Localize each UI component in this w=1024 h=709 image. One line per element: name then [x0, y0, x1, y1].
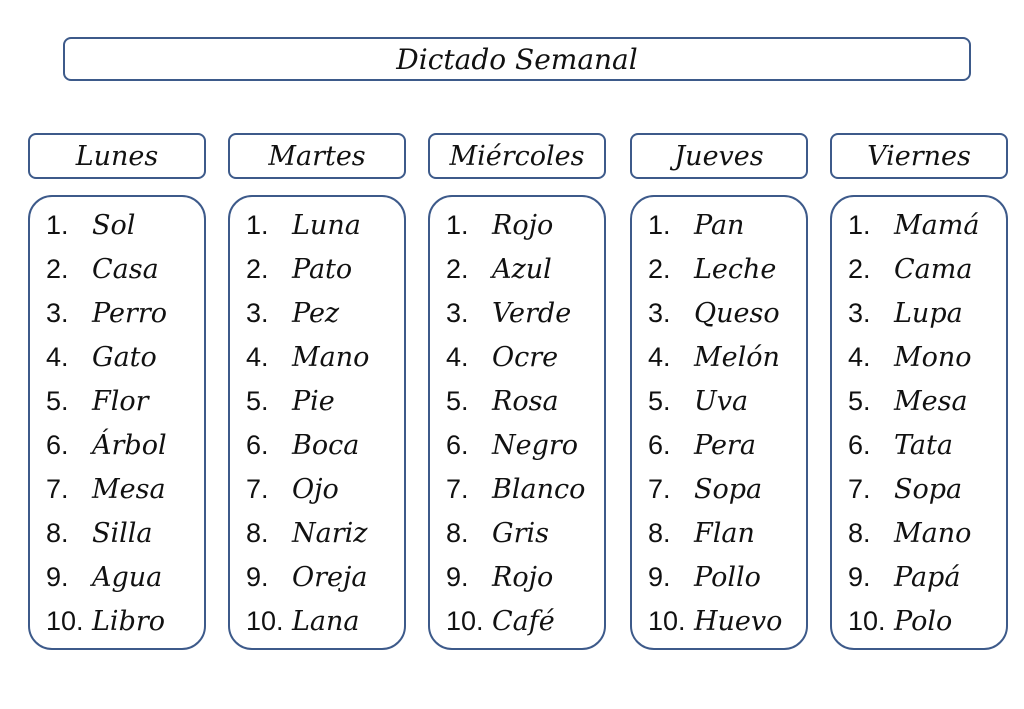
list-item	[446, 599, 604, 643]
dictation-word: Papá	[894, 561, 961, 593]
item-number: 5.	[246, 385, 269, 416]
item-number: 3.	[46, 297, 69, 328]
dictation-word: Ojo	[292, 473, 339, 505]
item-number: 7.	[246, 473, 269, 504]
list-item	[848, 379, 1006, 423]
dictation-word: Pan	[694, 209, 745, 241]
item-number: 1.	[246, 209, 269, 240]
day-column-3	[630, 133, 808, 637]
list-item	[46, 335, 204, 379]
list-item	[46, 511, 204, 555]
item-number: 9.	[848, 561, 871, 592]
item-number: 9.	[648, 561, 671, 592]
list-item	[848, 467, 1006, 511]
list-item	[446, 379, 604, 423]
dictation-word: Rojo	[492, 209, 554, 241]
dictation-word: Lana	[292, 605, 360, 637]
dictation-word: Gris	[492, 517, 549, 549]
dictation-word: Sopa	[694, 473, 763, 505]
item-number: 2.	[246, 253, 269, 284]
item-number: 3.	[648, 297, 671, 328]
list-item	[648, 423, 806, 467]
item-number: 4.	[246, 341, 269, 372]
item-number: 1.	[648, 209, 671, 240]
word-list-box	[228, 195, 406, 650]
list-item	[46, 423, 204, 467]
dictation-word: Huevo	[694, 605, 783, 637]
item-number: 9.	[46, 561, 69, 592]
item-number: 9.	[446, 561, 469, 592]
item-number: 9.	[246, 561, 269, 592]
list-item	[46, 291, 204, 335]
item-number: 3.	[446, 297, 469, 328]
word-list	[648, 203, 806, 643]
list-item	[648, 467, 806, 511]
dictation-word: Azul	[492, 253, 552, 285]
item-number: 5.	[648, 385, 671, 416]
list-item	[246, 467, 404, 511]
list-item	[246, 291, 404, 335]
day-header: Viernes	[830, 133, 1008, 179]
list-item	[648, 291, 806, 335]
dictation-word: Pera	[694, 429, 756, 461]
list-item	[46, 203, 204, 247]
list-item	[446, 291, 604, 335]
dictation-word: Ocre	[492, 341, 559, 373]
dictation-word: Mesa	[92, 473, 166, 505]
day-column-1	[228, 133, 406, 637]
dictation-word: Cama	[894, 253, 973, 285]
item-number: 5.	[46, 385, 69, 416]
dictation-word: Gato	[92, 341, 157, 373]
day-column-4	[830, 133, 1008, 637]
list-item	[648, 511, 806, 555]
dictation-word: Café	[492, 605, 555, 637]
dictation-word: Árbol	[92, 429, 167, 461]
dictation-word: Pato	[292, 253, 353, 285]
dictation-word: Mono	[894, 341, 972, 373]
list-item	[46, 555, 204, 599]
item-number: 6.	[648, 429, 671, 460]
item-number: 4.	[648, 341, 671, 372]
list-item	[46, 379, 204, 423]
list-item	[648, 599, 806, 643]
list-item	[648, 247, 806, 291]
list-item	[848, 599, 1006, 643]
item-number: 7.	[648, 473, 671, 504]
list-item	[848, 247, 1006, 291]
dictation-word: Mamá	[894, 209, 980, 241]
item-number: 2.	[848, 253, 871, 284]
dictation-word: Nariz	[292, 517, 368, 549]
item-number: 8.	[446, 517, 469, 548]
dictation-word: Queso	[694, 297, 780, 329]
list-item	[848, 555, 1006, 599]
dictation-word: Pie	[292, 385, 335, 417]
dictation-word: Verde	[492, 297, 572, 329]
dictation-word: Melón	[694, 341, 780, 373]
dictation-word: Perro	[92, 297, 168, 329]
item-number: 3.	[246, 297, 269, 328]
list-item	[848, 291, 1006, 335]
list-item	[648, 379, 806, 423]
item-number: 2.	[648, 253, 671, 284]
dictation-word: Oreja	[292, 561, 368, 593]
dictation-word: Blanco	[492, 473, 586, 505]
item-number: 5.	[848, 385, 871, 416]
dictation-word: Silla	[92, 517, 153, 549]
dictation-word: Pez	[292, 297, 340, 329]
list-item	[648, 555, 806, 599]
dictation-word: Mano	[292, 341, 370, 373]
list-item	[446, 247, 604, 291]
item-number: 7.	[46, 473, 69, 504]
list-item	[446, 467, 604, 511]
word-list	[446, 203, 604, 643]
list-item	[848, 335, 1006, 379]
dictation-word: Mano	[894, 517, 972, 549]
list-item	[246, 511, 404, 555]
list-item	[446, 335, 604, 379]
dictation-word: Casa	[92, 253, 159, 285]
day-column-2	[428, 133, 606, 637]
dictation-word: Leche	[694, 253, 777, 285]
item-number: 8.	[46, 517, 69, 548]
word-list-box	[830, 195, 1008, 650]
day-column-0	[28, 133, 206, 637]
dictation-word: Lupa	[894, 297, 963, 329]
item-number: 8.	[848, 517, 871, 548]
item-number: 4.	[446, 341, 469, 372]
list-item	[446, 555, 604, 599]
item-number: 2.	[446, 253, 469, 284]
item-number: 10.	[446, 605, 484, 636]
item-number: 6.	[446, 429, 469, 460]
dictation-word: Mesa	[894, 385, 968, 417]
item-number: 10.	[848, 605, 886, 636]
list-item	[246, 379, 404, 423]
item-number: 7.	[446, 473, 469, 504]
day-header: Lunes	[28, 133, 206, 179]
list-item	[848, 511, 1006, 555]
item-number: 10.	[46, 605, 84, 636]
word-list-box	[28, 195, 206, 650]
list-item	[446, 511, 604, 555]
dictation-word: Flan	[694, 517, 755, 549]
day-header: Miércoles	[428, 133, 606, 179]
item-number: 1.	[46, 209, 69, 240]
list-item	[246, 203, 404, 247]
word-list	[246, 203, 404, 643]
item-number: 2.	[46, 253, 69, 284]
word-list-box	[428, 195, 606, 650]
item-number: 6.	[46, 429, 69, 460]
item-number: 1.	[446, 209, 469, 240]
dictation-word: Uva	[694, 385, 749, 417]
list-item	[446, 423, 604, 467]
list-item	[648, 203, 806, 247]
dictation-word: Boca	[292, 429, 360, 461]
item-number: 4.	[848, 341, 871, 372]
day-header: Jueves	[630, 133, 808, 179]
item-number: 10.	[648, 605, 686, 636]
item-number: 10.	[246, 605, 284, 636]
list-item	[246, 599, 404, 643]
dictation-word: Pollo	[694, 561, 761, 593]
word-list	[46, 203, 204, 643]
dictation-word: Sol	[92, 209, 136, 241]
list-item	[246, 247, 404, 291]
dictation-word: Rosa	[492, 385, 559, 417]
list-item	[848, 423, 1006, 467]
item-number: 8.	[648, 517, 671, 548]
dictation-word: Tata	[894, 429, 953, 461]
list-item	[46, 467, 204, 511]
list-item	[246, 555, 404, 599]
dictation-word: Agua	[92, 561, 163, 593]
item-number: 7.	[848, 473, 871, 504]
dictation-word: Negro	[492, 429, 579, 461]
item-number: 8.	[246, 517, 269, 548]
list-item	[246, 423, 404, 467]
word-list	[848, 203, 1006, 643]
list-item	[46, 599, 204, 643]
list-item	[46, 247, 204, 291]
list-item	[648, 335, 806, 379]
dictation-word: Luna	[292, 209, 361, 241]
list-item	[848, 203, 1006, 247]
list-item	[246, 335, 404, 379]
page-title: Dictado Semanal	[63, 37, 971, 81]
day-header: Martes	[228, 133, 406, 179]
dictation-word: Flor	[92, 385, 149, 417]
item-number: 6.	[848, 429, 871, 460]
dictation-word: Polo	[894, 605, 953, 637]
item-number: 6.	[246, 429, 269, 460]
item-number: 3.	[848, 297, 871, 328]
word-list-box	[630, 195, 808, 650]
dictation-word: Libro	[92, 605, 166, 637]
dictation-word: Rojo	[492, 561, 554, 593]
item-number: 1.	[848, 209, 871, 240]
item-number: 5.	[446, 385, 469, 416]
item-number: 4.	[46, 341, 69, 372]
dictation-word: Sopa	[894, 473, 963, 505]
list-item	[446, 203, 604, 247]
